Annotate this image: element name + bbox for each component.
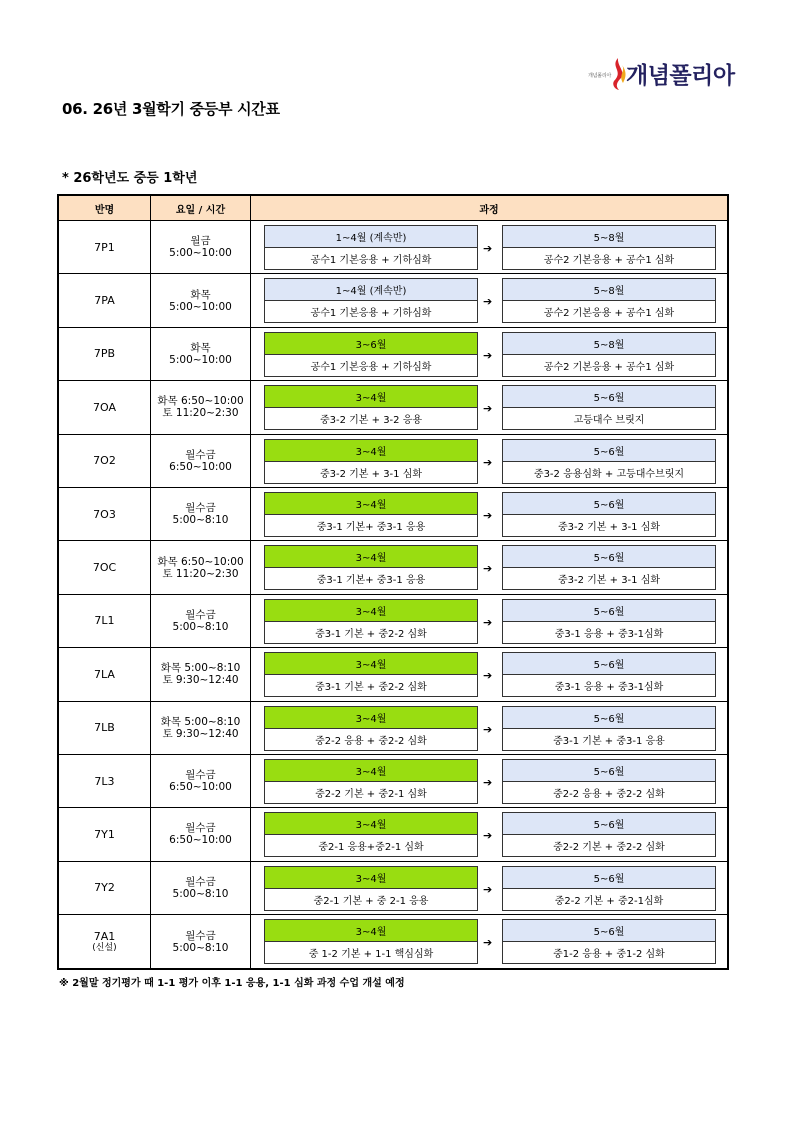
- arrow-right-icon: ➔: [483, 508, 493, 522]
- schedule-cell: [151, 808, 251, 860]
- table-row: [59, 915, 727, 968]
- next-term: 5~6월: [503, 760, 715, 782]
- schedule-cell: [151, 648, 251, 700]
- schedule-text: 월수금 6:50~10:00: [169, 769, 232, 794]
- class-cell: [59, 221, 151, 273]
- current-term: 1~4월 (계속반): [265, 226, 477, 248]
- arrow-right-icon: ➔: [483, 775, 493, 789]
- timetable: [57, 194, 729, 970]
- schedule-text: 월금 5:00~10:00: [169, 235, 232, 260]
- course-cell: [251, 595, 727, 647]
- schedule-cell: [151, 488, 251, 540]
- class-cell: [59, 648, 151, 700]
- class-cell: [59, 808, 151, 860]
- class-cell: [59, 862, 151, 914]
- schedule-text: 월수금 6:50~10:00: [169, 448, 232, 473]
- next-term: 5~6월: [503, 867, 715, 889]
- schedule-cell: [151, 328, 251, 380]
- current-course: 중3-1 기본 + 중2-2 심화: [265, 622, 477, 643]
- class-cell: [59, 381, 151, 433]
- current-course: 중3-1 기본 + 중2-2 심화: [265, 675, 477, 696]
- current-term: 3~4월: [265, 867, 477, 889]
- schedule-text: 화목 6:50~10:00 토 11:20~2:30: [157, 555, 244, 580]
- next-course-box: [502, 652, 716, 697]
- current-course: 중2-2 기본 + 중2-1 심화: [265, 782, 477, 803]
- current-course-box: [264, 332, 478, 377]
- current-course: 공수1 기본응용 + 기하심화: [265, 355, 477, 376]
- current-term: 3~4월: [265, 493, 477, 515]
- arrow-right-icon: ➔: [483, 242, 493, 255]
- current-course: 중3-1 기본+ 중3-1 응용: [265, 568, 477, 589]
- next-course: 중3-2 기본 + 3-1 심화: [503, 568, 715, 589]
- current-course: 중3-2 기본 + 3-2 응용: [265, 408, 477, 429]
- next-term: 5~6월: [503, 546, 715, 568]
- next-term: 5~6월: [503, 707, 715, 729]
- current-term: 1~4월 (계속반): [265, 279, 477, 301]
- arrow-right-icon: ➔: [483, 348, 493, 362]
- next-course-box: [502, 545, 716, 590]
- course-cell: [251, 915, 727, 968]
- next-course: 공수2 기본응용 + 공수1 심화: [503, 301, 715, 322]
- class-cell: [59, 702, 151, 754]
- schedule-text: 화목 5:00~8:10 토 9:30~12:40: [160, 662, 241, 687]
- current-term: 3~4월: [265, 386, 477, 408]
- current-course-box: [264, 278, 478, 323]
- next-course-box: [502, 759, 716, 804]
- class-cell: [59, 915, 151, 968]
- next-course-box: [502, 385, 716, 430]
- current-course: 중 1-2 기본 + 1-1 핵심심화: [265, 942, 477, 963]
- schedule-cell: [151, 221, 251, 273]
- current-course: 중3-1 기본+ 중3-1 응용: [265, 515, 477, 536]
- schedule-text: 월수금 6:50~10:00: [169, 822, 232, 847]
- schedule-text: 화목 6:50~10:00 토 11:20~2:30: [157, 395, 244, 420]
- course-cell: [251, 274, 727, 326]
- next-course-box: [502, 599, 716, 644]
- class-name: 7P1: [94, 240, 115, 254]
- schedule-cell: [151, 862, 251, 914]
- class-name: 7LB: [94, 721, 115, 735]
- class-name: 7L1: [94, 614, 115, 628]
- schedule-text: 화목 5:00~10:00: [169, 288, 232, 313]
- next-course: 중2-2 기본 + 중2-2 심화: [503, 835, 715, 856]
- table-body: [59, 221, 727, 968]
- class-cell: [59, 595, 151, 647]
- next-course-box: [502, 919, 716, 964]
- page-title: 06. 26년 3월학기 중등부 시간표: [62, 100, 280, 118]
- next-course-box: [502, 225, 716, 270]
- class-name: 7OA: [93, 400, 116, 414]
- current-course-box: [264, 866, 478, 911]
- next-course: 중3-1 기본 + 중3-1 응용: [503, 729, 715, 750]
- logo-subtext: 개념폴리아: [588, 73, 612, 79]
- table-row: [59, 702, 727, 755]
- arrow-right-icon: ➔: [483, 669, 493, 683]
- class-name: 7Y1: [94, 827, 115, 841]
- current-term: 3~4월: [265, 920, 477, 942]
- next-term: 5~6월: [503, 386, 715, 408]
- arrow-right-icon: ➔: [483, 562, 493, 576]
- arrow-right-icon: ➔: [483, 829, 493, 843]
- next-term: 5~8월: [503, 226, 715, 248]
- class-cell: [59, 488, 151, 540]
- current-course-box: [264, 545, 478, 590]
- header-schedule: 요일 / 시간: [151, 196, 251, 220]
- next-course-box: [502, 278, 716, 323]
- footnote: ※ 2월말 정기평가 때 1-1 평가 이후 1-1 응용, 1-1 심화 과정 수업 개설 예정: [59, 978, 405, 989]
- next-term: 5~6월: [503, 600, 715, 622]
- course-cell: [251, 541, 727, 593]
- current-course: 중2-1 응용+중2-1 심화: [265, 835, 477, 856]
- schedule-text: 화목 5:00~10:00: [169, 341, 232, 366]
- current-course: 중3-2 기본 + 3-1 심화: [265, 462, 477, 483]
- next-term: 5~6월: [503, 493, 715, 515]
- current-course: 중2-2 응용 + 중2-2 심화: [265, 729, 477, 750]
- current-course-box: [264, 385, 478, 430]
- current-course-box: [264, 492, 478, 537]
- current-course-box: [264, 706, 478, 751]
- next-course: 고등대수 브릿지: [503, 408, 715, 429]
- table-row: [59, 488, 727, 541]
- next-course: 중2-2 기본 + 중2-1심화: [503, 889, 715, 910]
- schedule-cell: [151, 755, 251, 807]
- next-term: 5~6월: [503, 440, 715, 462]
- course-cell: [251, 221, 727, 273]
- arrow-right-icon: ➔: [483, 882, 493, 896]
- class-cell: [59, 435, 151, 487]
- course-cell: [251, 648, 727, 700]
- next-course-box: [502, 332, 716, 377]
- schedule-text: 월수금 5:00~8:10: [172, 875, 229, 900]
- current-term: 3~4월: [265, 546, 477, 568]
- current-course-box: [264, 652, 478, 697]
- flame-icon: [608, 57, 628, 91]
- schedule-cell: [151, 435, 251, 487]
- header-course: 과정: [479, 204, 499, 216]
- course-cell: [251, 435, 727, 487]
- class-cell: [59, 274, 151, 326]
- current-course-box: [264, 599, 478, 644]
- schedule-text: 월수금 5:00~8:10: [172, 502, 229, 527]
- table-row: [59, 541, 727, 594]
- course-cell: [251, 702, 727, 754]
- table-row: [59, 435, 727, 488]
- next-term: 5~8월: [503, 279, 715, 301]
- class-name: 7L3: [94, 774, 115, 788]
- logo-name: 개념폴리아: [626, 63, 735, 89]
- current-term: 3~4월: [265, 707, 477, 729]
- arrow-right-icon: ➔: [483, 402, 493, 416]
- class-name: 7OC: [92, 561, 117, 575]
- schedule-text: 월수금 5:00~8:10: [172, 608, 229, 633]
- class-name: 7LA: [94, 667, 115, 681]
- schedule-cell: [151, 915, 251, 968]
- current-course-box: [264, 812, 478, 857]
- course-cell: [251, 488, 727, 540]
- class-cell: [59, 541, 151, 593]
- current-term: 3~4월: [265, 600, 477, 622]
- table-row: [59, 755, 727, 808]
- next-course-box: [502, 439, 716, 484]
- current-course-box: [264, 439, 478, 484]
- current-term: 3~4월: [265, 813, 477, 835]
- header-class: 반명: [59, 196, 151, 220]
- class-name: 7PB: [93, 347, 116, 361]
- next-course-box: [502, 706, 716, 751]
- class-cell: [59, 328, 151, 380]
- next-term: 5~8월: [503, 333, 715, 355]
- table-row: [59, 862, 727, 915]
- schedule-cell: [151, 381, 251, 433]
- current-term: 3~4월: [265, 653, 477, 675]
- current-course: 공수1 기본응용 + 기하심화: [265, 248, 477, 269]
- next-course: 중1-2 응용 + 중1-2 심화: [503, 942, 715, 963]
- table-row: [59, 595, 727, 648]
- arrow-right-icon: ➔: [483, 936, 493, 950]
- course-cell: [251, 755, 727, 807]
- class-name: 7PA: [94, 294, 115, 308]
- class-name: 7O2: [93, 454, 116, 468]
- schedule-cell: [151, 541, 251, 593]
- table-row: [59, 221, 727, 274]
- next-course: 중3-1 응용 + 중3-1심화: [503, 622, 715, 643]
- table-row: [59, 648, 727, 701]
- table-row: [59, 328, 727, 381]
- class-cell: [59, 755, 151, 807]
- arrow-right-icon: ➔: [483, 722, 493, 736]
- course-cell: [251, 808, 727, 860]
- next-course-box: [502, 866, 716, 911]
- class-note: (신설): [92, 943, 117, 954]
- section-title: * 26학년도 중등 1학년: [62, 171, 198, 186]
- next-course: 공수2 기본응용 + 공수1 심화: [503, 248, 715, 269]
- class-name: 7Y2: [94, 881, 115, 895]
- next-course-box: [502, 812, 716, 857]
- current-course-box: [264, 225, 478, 270]
- arrow-right-icon: ➔: [483, 295, 493, 309]
- next-term: 5~6월: [503, 813, 715, 835]
- next-course: 중3-2 응용심화 + 고등대수브릿지: [503, 462, 715, 483]
- next-term: 5~6월: [503, 920, 715, 942]
- table-row: [59, 274, 727, 327]
- current-course-box: [264, 759, 478, 804]
- schedule-cell: [151, 702, 251, 754]
- current-term: 3~4월: [265, 440, 477, 462]
- next-course-box: [502, 492, 716, 537]
- current-term: 3~4월: [265, 760, 477, 782]
- course-cell: [251, 381, 727, 433]
- schedule-text: 월수금 5:00~8:10: [172, 929, 229, 954]
- course-cell: [251, 328, 727, 380]
- schedule-text: 화목 5:00~8:10 토 9:30~12:40: [160, 715, 241, 740]
- schedule-cell: [151, 595, 251, 647]
- table-header: [59, 196, 727, 221]
- course-cell: [251, 862, 727, 914]
- current-course: 중2-1 기본 + 중 2-1 응용: [265, 889, 477, 910]
- table-row: [59, 381, 727, 434]
- next-term: 5~6월: [503, 653, 715, 675]
- current-course: 공수1 기본응용 + 기하심화: [265, 301, 477, 322]
- next-course: 중3-2 기본 + 3-1 심화: [503, 515, 715, 536]
- brand-logo: [588, 55, 738, 93]
- class-name: 7A1: [93, 930, 116, 944]
- current-term: 3~6월: [265, 333, 477, 355]
- next-course: 공수2 기본응용 + 공수1 심화: [503, 355, 715, 376]
- next-course: 중3-1 응용 + 중3-1심화: [503, 675, 715, 696]
- schedule-cell: [151, 274, 251, 326]
- current-course-box: [264, 919, 478, 964]
- arrow-right-icon: ➔: [483, 455, 493, 469]
- next-course: 중2-2 응용 + 중2-2 심화: [503, 782, 715, 803]
- table-row: [59, 808, 727, 861]
- arrow-right-icon: ➔: [483, 615, 493, 629]
- class-name: 7O3: [93, 507, 116, 521]
